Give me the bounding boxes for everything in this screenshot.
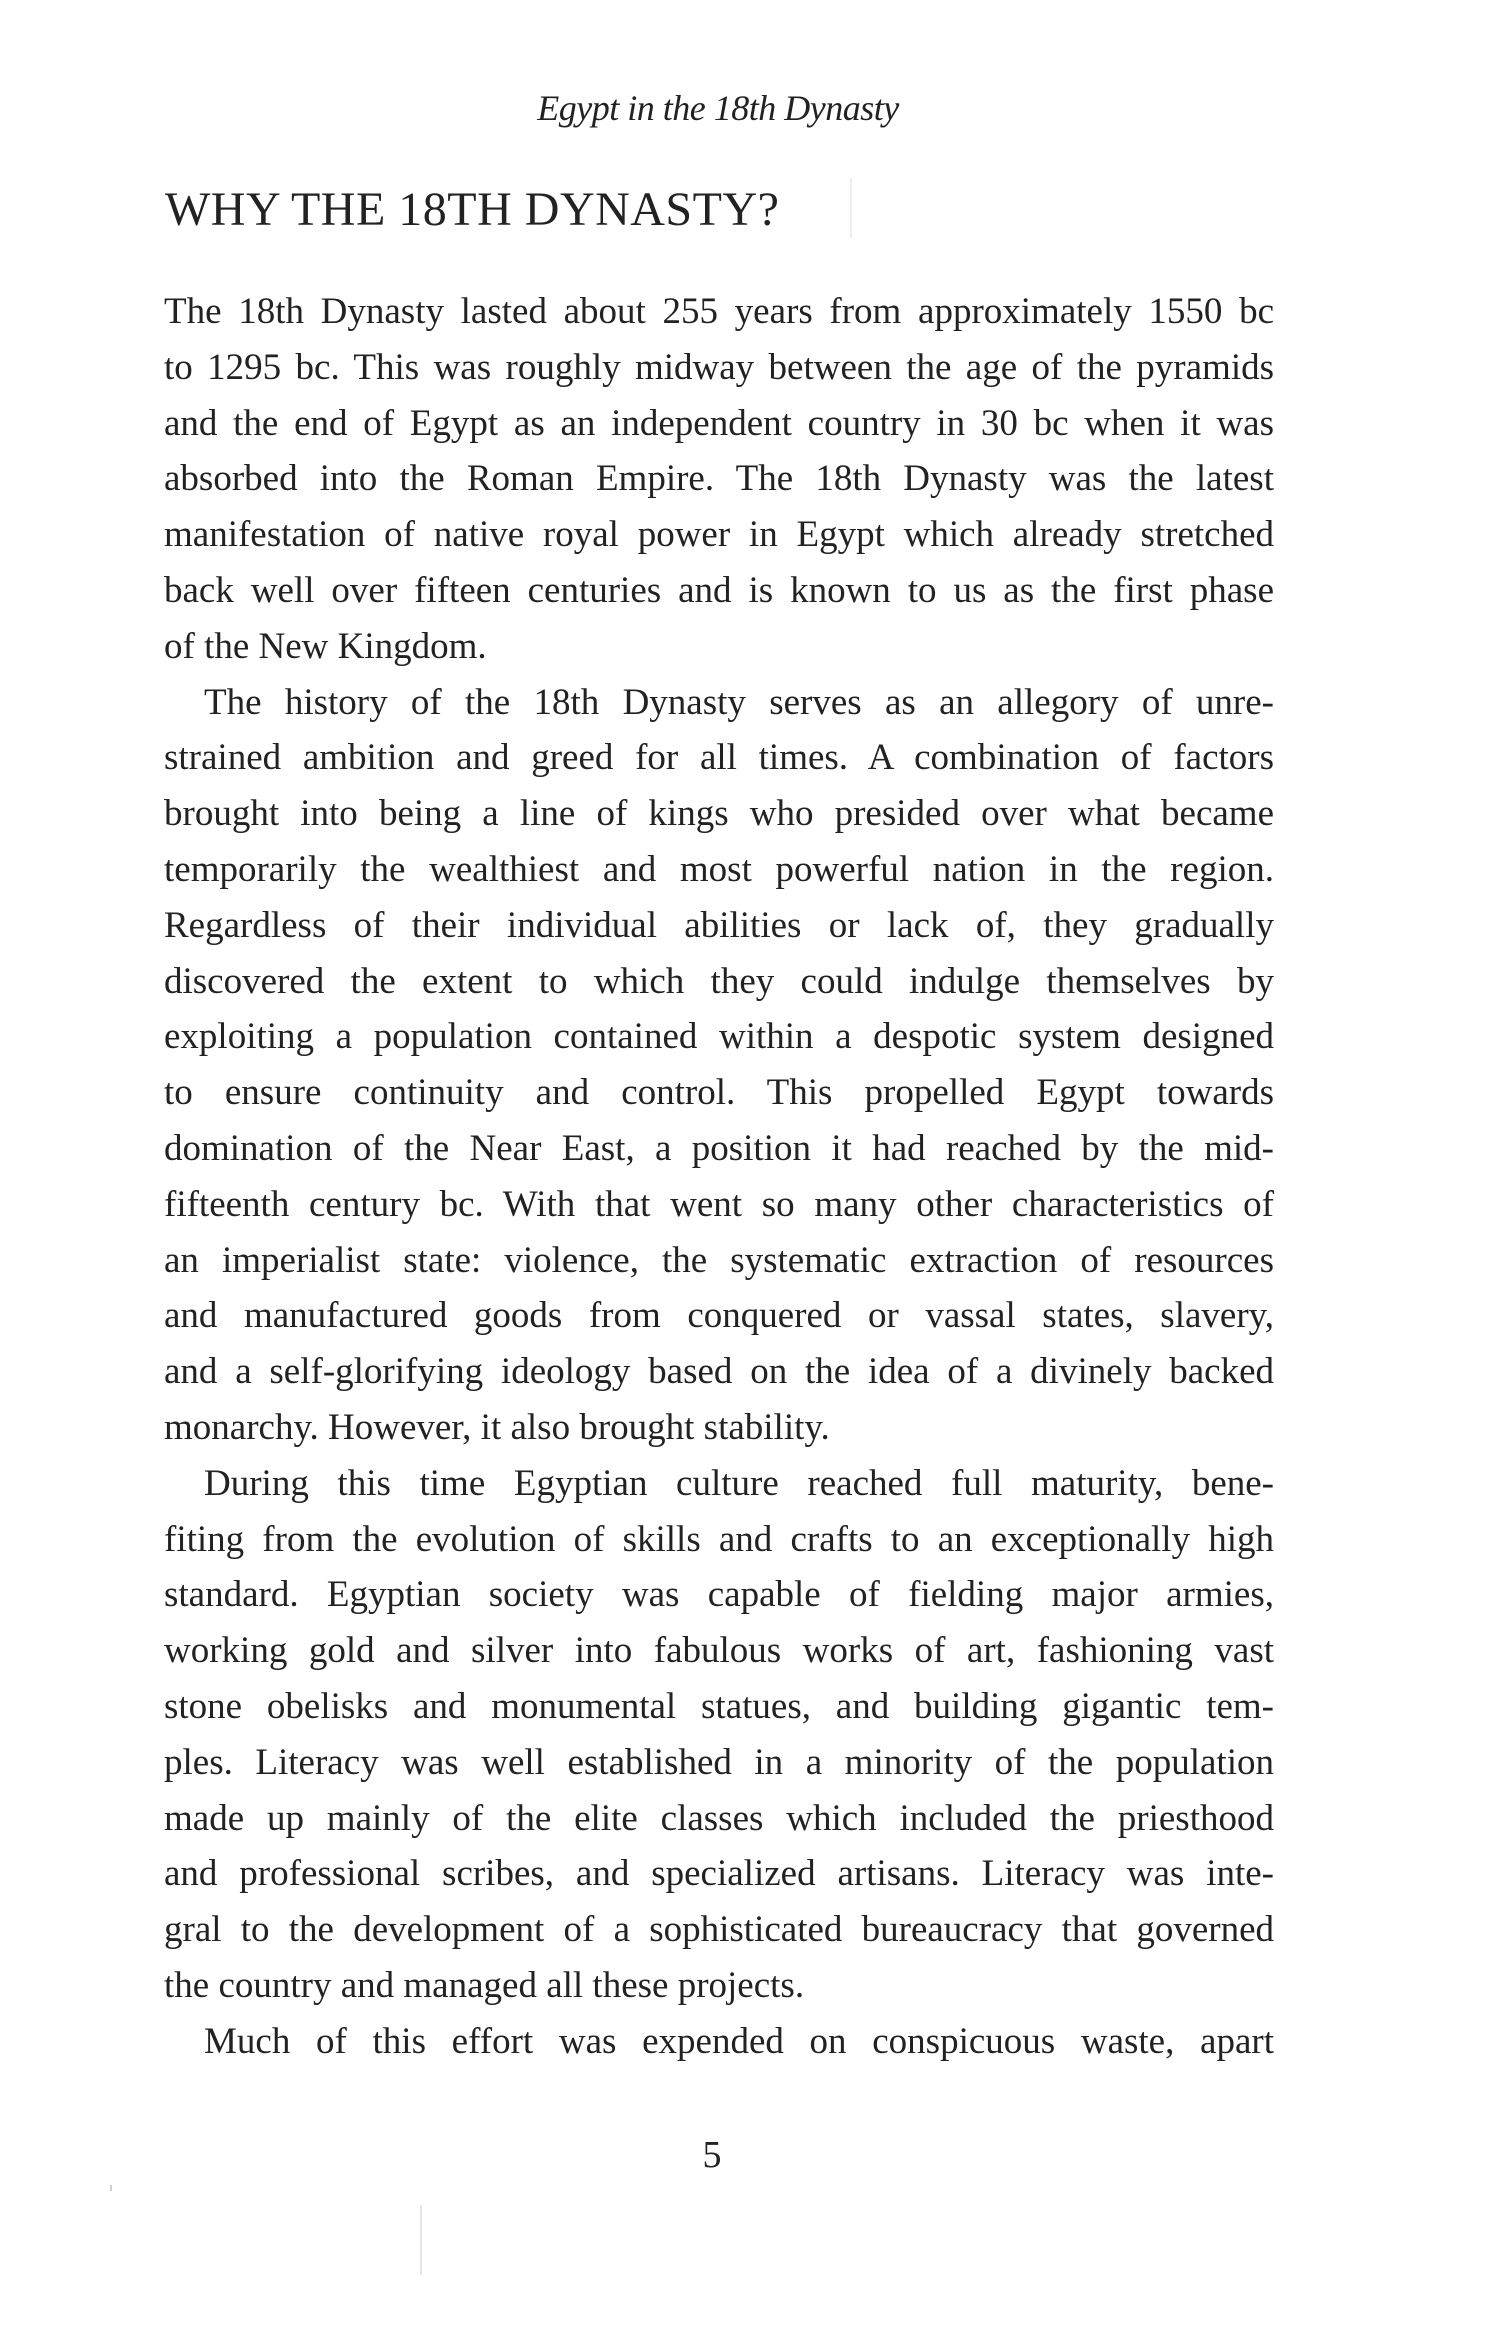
running-header: Egypt in the 18th Dynasty <box>537 88 899 128</box>
text-line: brought into being a line of kings who presided over what became <box>164 793 1274 835</box>
text-line: exploiting a population contained within a despotic system designed <box>164 1016 1274 1058</box>
text-line: of the New Kingdom. <box>164 625 487 667</box>
paragraph-4 <box>164 2014 1274 2070</box>
text-line: monarchy. However, it also brought stability. <box>164 1406 830 1448</box>
text-line: strained ambition and greed for all times. A combination of factors <box>164 737 1274 779</box>
text-line: the country and managed all these projects. <box>164 1964 805 2006</box>
text-line: Much of this effort was expended on conspicuous waste, apart <box>204 2020 1274 2062</box>
text-line: to ensure continuity and control. This propelled Egypt towards <box>164 1072 1274 1114</box>
body-text <box>164 284 1274 2070</box>
text-line: fiting from the evolution of skills and crafts to an exceptionally high <box>164 1518 1274 1560</box>
text-line: and the end of Egypt as an independent country in 30 bc when it was <box>164 402 1274 444</box>
text-line: and a self-glorifying ideology based on the idea of a divinely backed <box>164 1351 1274 1393</box>
scan-speck <box>420 2205 422 2275</box>
text-line: During this time Egyptian culture reached full maturity, bene- <box>204 1462 1274 1504</box>
text-line: absorbed into the Roman Empire. The 18th Dynasty was the latest <box>164 458 1274 500</box>
paragraph-2 <box>164 675 1274 1456</box>
text-line: an imperialist state: violence, the systematic extraction of resources <box>164 1239 1274 1281</box>
text-line: domination of the Near East, a position it had reached by the mid- <box>164 1127 1274 1169</box>
text-line: manifestation of native royal power in Egypt which already stretched <box>164 514 1274 556</box>
text-line: made up mainly of the elite classes which included the priesthood <box>164 1797 1274 1839</box>
text-line: standard. Egyptian society was capable of fielding major armies, <box>164 1574 1274 1616</box>
text-line: and manufactured goods from conquered or vassal states, slavery, <box>164 1295 1274 1337</box>
text-line: The 18th Dynasty lasted about 255 years from approximately 1550 bc <box>164 291 1274 332</box>
text-line: back well over fifteen centuries and is known to us as the first phase <box>164 569 1274 611</box>
text-line: fifteenth century bc. With that went so many other characteristics of <box>164 1183 1274 1225</box>
paragraph-3 <box>164 1456 1274 2014</box>
scan-speck <box>110 2185 112 2191</box>
text-line: The history of the 18th Dynasty serves as an allegory of unre- <box>204 681 1274 723</box>
text-line: discovered the extent to which they could indulge themselves by <box>164 960 1274 1002</box>
page-number: 5 <box>702 2134 722 2176</box>
text-line: temporarily the wealthiest and most powerful nation in the region. <box>164 848 1274 890</box>
text-line: to 1295 bc. This was roughly midway between the age of the pyramids <box>164 346 1274 388</box>
text-line: ples. Literacy was well established in a minority of the population <box>164 1741 1274 1783</box>
paragraph-1 <box>164 284 1274 675</box>
text-line: working gold and silver into fabulous works of art, fashioning vast <box>164 1630 1274 1672</box>
text-line: and professional scribes, and specialized artisans. Literacy was inte- <box>164 1853 1274 1895</box>
text-line: gral to the development of a sophisticated bureaucracy that governed <box>164 1909 1274 1951</box>
text-line: Regardless of their individual abilities or lack of, they gradually <box>164 904 1274 946</box>
scan-speck <box>850 178 852 238</box>
text-line: stone obelisks and monumental statues, and building gigantic tem- <box>164 1685 1274 1727</box>
chapter-heading: WHY THE 18TH DYNASTY? <box>165 183 780 236</box>
